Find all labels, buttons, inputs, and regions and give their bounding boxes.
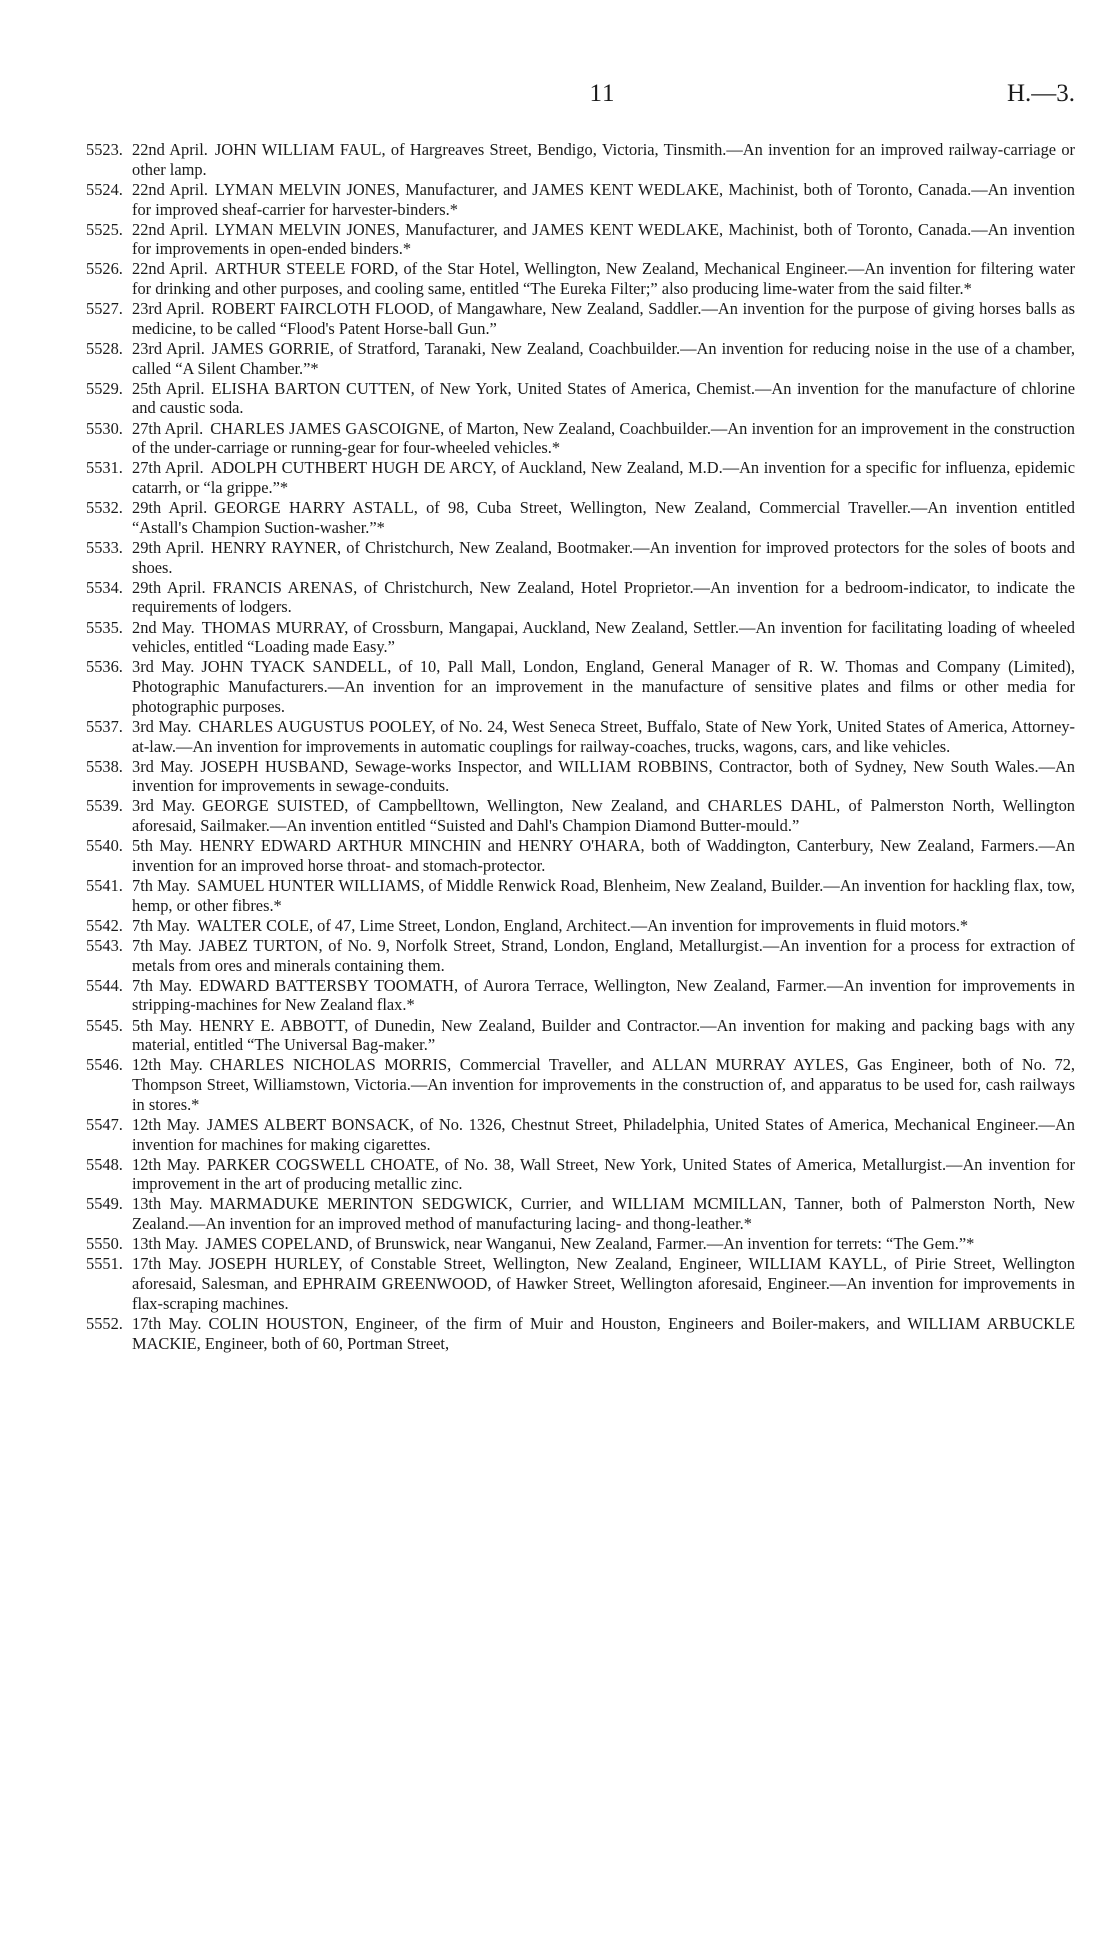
patent-entry (86, 976, 1075, 1015)
entry-date: 7th May. (132, 935, 192, 955)
entry-number: 5531. (86, 458, 123, 478)
entry-text: ROBERT FAIRCLOTH FLOOD, of Mangawhare, New Zealand, Saddler.—An invention for the purpose of giving horses balls as medicine, to be called “Flood's Patent Horse-ball Gun.” (132, 299, 1075, 338)
entry-number: 5541. (86, 876, 123, 896)
patent-entry (86, 876, 1075, 915)
entry-text: GEORGE SUISTED, of Campbelltown, Wellington, New Zealand, and CHARLES DAHL, of Palmerston North, Wellington aforesaid, Sailmaker.—An invention entitled “Suisted and Dahl's Champion Diamond Butter-mould.” (132, 796, 1075, 836)
entry-text: HENRY EDWARD ARTHUR MINCHIN and HENRY O'HARA, both of Waddington, Canterbury, New Zealand, Farmers.—An invention for an improved horse throat- and stomach-protector. (132, 836, 1075, 875)
entry-text: JOSEPH HURLEY, of Constable Street, Wellington, New Zealand, Engineer, WILLIAM KAYLL, of Pirie Street, Wellington aforesaid, Salesman, and EPHRAIM GREENWOOD, of Hawker Street, Wellington aforesaid, Engineer.—An invention for improvements in flax-scraping machines. (132, 1254, 1075, 1313)
entry-number: 5548. (86, 1154, 123, 1174)
entry-text: FRANCIS ARENAS, of Christchurch, New Zealand, Hotel Proprietor.—An invention for a bedroom-indicator, to indicate the requirements of lodgers. (132, 577, 1076, 617)
entry-text: GEORGE HARRY ASTALL, of 98, Cuba Street, Wellington, New Zealand, Commercial Traveller.—An invention entitled “Astall's Champion Suction-washer.”* (132, 498, 1075, 537)
entry-date: 29th April. (132, 537, 205, 557)
entry-date: 22nd April. (132, 140, 208, 159)
patent-entry (86, 1115, 1075, 1154)
patent-entry (86, 618, 1075, 657)
entry-text: LYMAN MELVIN JONES, Manufacturer, and JAMES KENT WEDLAKE, Machinist, both of Toronto, Canada.—An invention for improved sheaf-carrier for harvester-binders.* (132, 179, 1075, 219)
entry-number: 5538. (86, 756, 123, 776)
entry-text: SAMUEL HUNTER WILLIAMS, of Middle Renwick Road, Blenheim, New Zealand, Builder.—An invention for hackling flax, tow, hemp, or other fibres.* (132, 876, 1075, 915)
entry-date: 23rd April. (132, 299, 205, 319)
entry-date: 7th May. (132, 876, 191, 896)
entry-date: 3rd May. (132, 716, 192, 736)
entry-date: 29th April. (132, 498, 208, 518)
entry-number: 5523. (86, 140, 123, 159)
patent-entry (86, 717, 1075, 756)
entry-date: 3rd May. (132, 756, 194, 776)
entry-text: ARTHUR STEELE FORD, of the Star Hotel, Wellington, New Zealand, Mechanical Engineer.—An invention for filtering water for drinking and other purposes, and cooling same, entitled “The Eureka Filter;” also producing lime-water from the said filter.* (132, 259, 1075, 299)
entry-date: 5th May. (132, 1015, 193, 1035)
entry-date: 23rd April. (132, 338, 205, 358)
entry-date: 7th May. (132, 915, 191, 935)
entry-date: 5th May. (132, 836, 193, 856)
entry-text: HENRY RAYNER, of Christchurch, New Zealand, Bootmaker.—An invention for improved protectors for the soles of boots and shoes. (132, 537, 1076, 577)
entry-number: 5550. (86, 1234, 123, 1254)
entry-text: WALTER COLE, of 47, Lime Street, London, England, Architect.—An invention for improvements in fluid motors.* (197, 915, 969, 935)
entry-date: 27th April. (132, 418, 204, 438)
patent-entry (86, 916, 1075, 936)
entry-text: CHARLES NICHOLAS MORRIS, Commercial Traveller, and ALLAN MURRAY AYLES, Gas Engineer, both of No. 72, Thompson Street, Williamstown, Victoria.—An invention for improvements in the construction of, and apparatus to be used for, cash railways in stores.* (132, 1055, 1075, 1114)
entry-number: 5542. (86, 915, 123, 935)
page-number: 11 (589, 80, 616, 107)
entry-date: 17th May. (132, 1313, 202, 1333)
entry-number: 5529. (86, 378, 123, 398)
entry-text: JAMES COPELAND, of Brunswick, near Wanganui, New Zealand, Farmer.—An invention for terrets: “The Gem.”* (205, 1234, 975, 1254)
patent-entry (86, 498, 1075, 537)
entry-number: 5534. (86, 577, 123, 597)
patent-entry (86, 458, 1075, 497)
entry-date: 12th May. (132, 1055, 203, 1075)
entry-date: 12th May. (132, 1154, 200, 1174)
entry-number: 5536. (86, 657, 123, 677)
entry-text: THOMAS MURRAY, of Crossburn, Mangapai, Auckland, New Zealand, Settler.—An invention for facilitating loading of wheeled vehicles, entitled “Loading made Easy.” (132, 617, 1075, 657)
patent-entry (86, 379, 1075, 418)
entry-text: JOSEPH HUSBAND, Sewage-works Inspector, and WILLIAM ROBBINS, Contractor, both of Sydney, New South Wales.—An invention for improvements in sewage-conduits. (132, 756, 1075, 796)
entry-text: ELISHA BARTON CUTTEN, of New York, United States of America, Chemist.—An invention for the manufacture of chlorine and caustic soda. (132, 378, 1075, 418)
entry-number: 5537. (86, 716, 123, 736)
entry-number: 5532. (86, 498, 123, 518)
patent-entry (86, 578, 1075, 617)
patent-entry (86, 757, 1075, 796)
entry-number: 5543. (86, 935, 123, 955)
patent-entry (86, 1155, 1075, 1194)
patent-entry (86, 538, 1075, 577)
entry-number: 5533. (86, 537, 123, 557)
entry-number: 5526. (86, 259, 123, 279)
patent-entry (86, 259, 1075, 298)
entry-text: LYMAN MELVIN JONES, Manufacturer, and JAMES KENT WEDLAKE, Machinist, both of Toronto, Canada.—An invention for improvements in open-ended binders.* (132, 219, 1075, 259)
patent-entry (86, 1055, 1075, 1114)
entry-number: 5540. (86, 836, 123, 856)
page-header (130, 80, 1075, 110)
entry-number: 5530. (86, 418, 123, 438)
entry-date: 22nd April. (132, 259, 208, 279)
entry-text: CHARLES AUGUSTUS POOLEY, of No. 24, West Seneca Street, Buffalo, State of New York, United States of America, Attorney-at-law.—An invention for improvements in automatic couplings for railway-coaches, trucks, wagons, cars, and like vehicles. (132, 716, 1075, 756)
entry-date: 13th May. (132, 1194, 203, 1214)
patent-entry (86, 836, 1075, 875)
entry-text: JOHN WILLIAM FAUL, of Hargreaves Street, Bendigo, Victoria, Tinsmith.—An invention for an improved railway-carriage or other lamp. (132, 140, 1076, 179)
entry-text: COLIN HOUSTON, Engineer, of the firm of Muir and Houston, Engineers and Boiler-makers, and WILLIAM ARBUCKLE MACKIE, Engineer, both of 60, Portman Street, (132, 1313, 1075, 1353)
patent-entry (86, 1194, 1075, 1233)
patent-entry (86, 339, 1075, 378)
entry-date: 27th April. (132, 458, 204, 478)
entry-number: 5528. (86, 338, 123, 358)
entry-text: HENRY E. ABBOTT, of Dunedin, New Zealand, Builder and Contractor.—An invention for making and packing bags with any material, entitled “The Universal Bag-maker.” (132, 1015, 1075, 1055)
entry-number: 5544. (86, 975, 123, 995)
patent-entries-list (86, 140, 1075, 1354)
patent-entry (86, 936, 1075, 975)
entry-text: JAMES ALBERT BONSACK, of No. 1326, Chestnut Street, Philadelphia, United States of America, Mechanical Engineer.—An invention for machines for making cigarettes. (132, 1114, 1075, 1154)
patent-entry (86, 220, 1075, 259)
document-reference: H.—3. (1006, 80, 1075, 107)
entry-text: JOHN TYACK SANDELL, of 10, Pall Mall, London, England, General Manager of R. W. Thomas and Company (Limited), Photographic Manufacturers.—An invention for an improvement in the manufacture of sensitive plates and films or other media for photographic purposes. (132, 657, 1075, 716)
entry-number: 5546. (86, 1055, 123, 1075)
entry-date: 2nd May. (132, 617, 195, 637)
entry-number: 5551. (86, 1254, 123, 1274)
entry-number: 5524. (86, 179, 123, 199)
entry-number: 5527. (86, 299, 123, 319)
entry-text: EDWARD BATTERSBY TOOMATH, of Aurora Terrace, Wellington, New Zealand, Farmer.—An invention for improvements in stripping-machines for New Zealand flax.* (132, 975, 1075, 1015)
entry-number: 5525. (86, 219, 123, 239)
entry-text: PARKER COGSWELL CHOATE, of No. 38, Wall Street, New York, United States of America, Metallurgist.—An invention for improvement in the art of producing metallic zinc. (132, 1154, 1075, 1194)
entry-date: 13th May. (132, 1234, 199, 1254)
patent-entry (86, 299, 1075, 338)
entry-date: 12th May. (132, 1114, 200, 1134)
patent-entry (86, 1254, 1075, 1313)
entry-text: JAMES GORRIE, of Stratford, Taranaki, New Zealand, Coachbuilder.—An invention for reducing noise in the use of a chamber, called “A Silent Chamber.”* (132, 338, 1075, 378)
patent-entry (86, 796, 1075, 835)
patent-entry (86, 419, 1075, 458)
entry-number: 5547. (86, 1114, 123, 1134)
entry-date: 3rd May. (132, 657, 195, 677)
entry-date: 3rd May. (132, 796, 196, 816)
entry-text: CHARLES JAMES GASCOIGNE, of Marton, New Zealand, Coachbuilder.—An invention for an improvement in the construction of the under-carriage or running-gear for four-wheeled vehicles.* (132, 418, 1075, 458)
entry-date: 25th April. (132, 378, 205, 398)
entry-date: 22nd April. (132, 219, 208, 239)
patent-entry (86, 1016, 1075, 1055)
entry-number: 5535. (86, 617, 123, 637)
entry-date: 17th May. (132, 1254, 202, 1274)
patent-entry (86, 1314, 1075, 1353)
entry-number: 5552. (86, 1313, 123, 1333)
entry-text: JABEZ TURTON, of No. 9, Norfolk Street, Strand, London, England, Metallurgist.—An invention for a process for extraction of metals from ores and minerals containing them. (132, 935, 1075, 975)
patent-entry (86, 1234, 1075, 1254)
entry-date: 22nd April. (132, 179, 208, 199)
entry-number: 5539. (86, 796, 123, 816)
entry-date: 29th April. (132, 577, 206, 597)
patent-entry (86, 140, 1075, 179)
entry-number: 5549. (86, 1194, 123, 1214)
entry-date: 7th May. (132, 975, 193, 995)
entry-text: ADOLPH CUTHBERT HUGH DE ARCY, of Auckland, New Zealand, M.D.—An invention for a specific for influenza, epidemic catarrh, or “la grippe.”* (132, 458, 1075, 498)
patent-entry (86, 180, 1075, 219)
entry-text: MARMADUKE MERINTON SEDGWICK, Currier, and WILLIAM MCMILLAN, Tanner, both of Palmerston North, New Zealand.—An invention for an improved method of manufacturing lacing- and thong-leather.* (132, 1194, 1075, 1234)
patent-entry (86, 657, 1075, 716)
entry-number: 5545. (86, 1015, 123, 1035)
